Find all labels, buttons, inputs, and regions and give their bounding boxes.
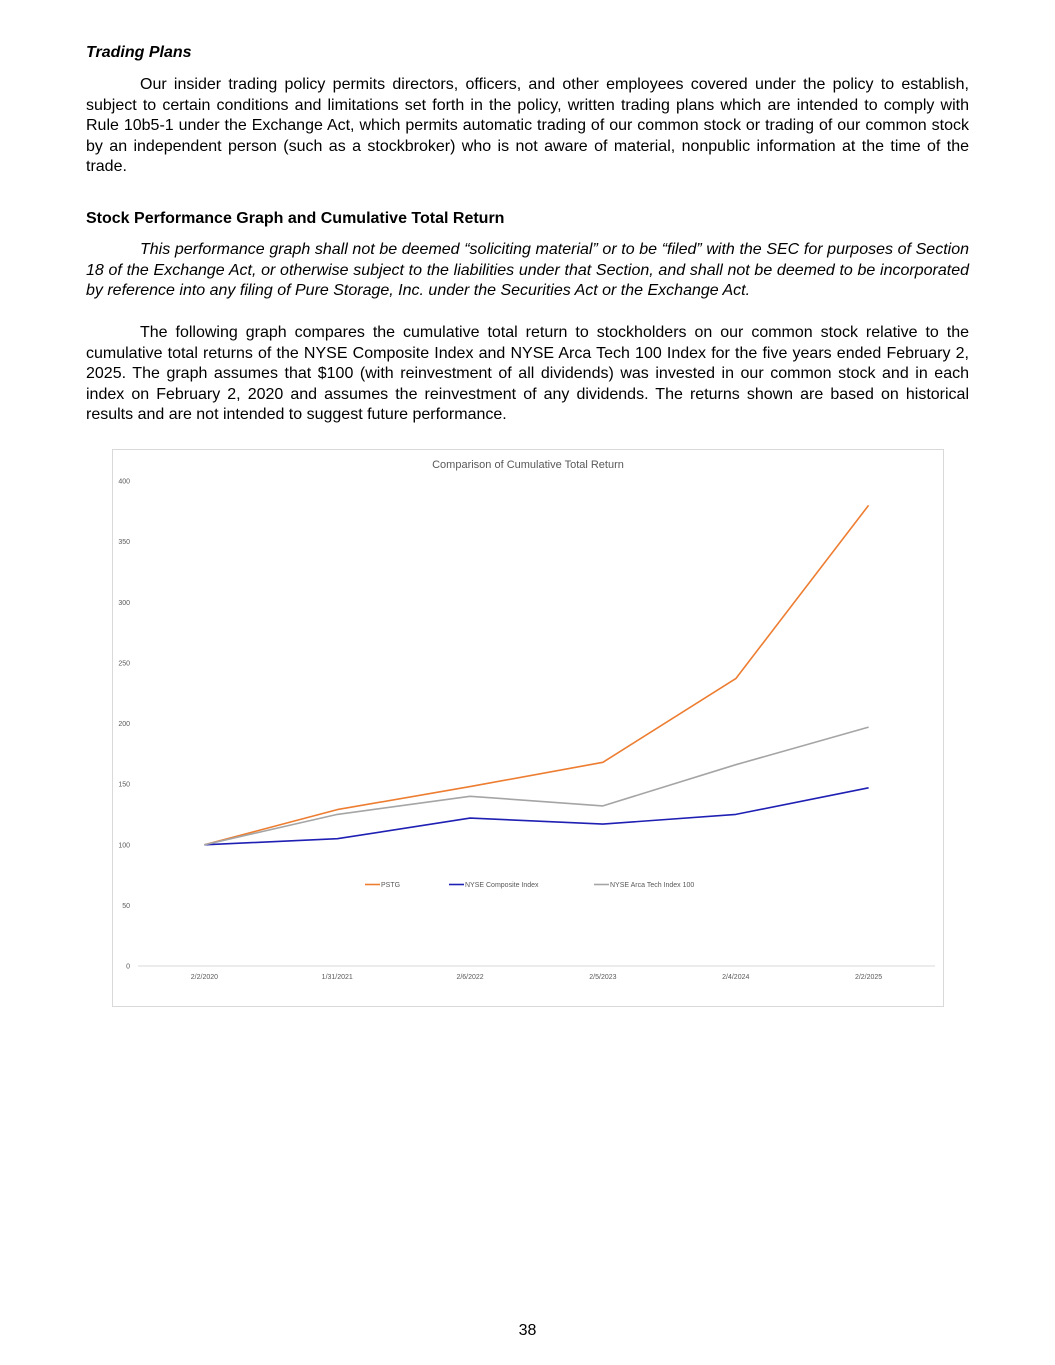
x-tick-label: 2/4/2024 — [722, 974, 750, 981]
y-tick-label: 50 — [122, 902, 130, 910]
legend-label-1: PSTG — [381, 882, 401, 889]
performance-disclaimer: This performance graph shall not be deemed “soliciting material” or to be “filed” with the SEC for purposes of Section 18 of the Exchange Act, or otherwise subject to the liabilities under that Section, and shall not be deemed to be incorporated by reference into any filing of Pure Storage, Inc. under the Securities Act or the Exchange Act. — [86, 241, 969, 299]
chart-canvas — [113, 450, 943, 1006]
y-tick-label: 150 — [118, 781, 130, 789]
y-tick-label: 0 — [126, 963, 130, 971]
chart-title: Comparison of Cumulative Total Return — [432, 459, 624, 471]
legend-label-2: NYSE Composite Index — [465, 882, 539, 889]
series-line-2 — [204, 788, 868, 845]
legend-label-3: NYSE Arca Tech Index 100 — [610, 882, 695, 889]
performance-chart — [112, 449, 944, 1007]
y-tick-label: 100 — [118, 842, 130, 850]
x-tick-label: 2/6/2022 — [456, 974, 484, 981]
series-line-1 — [204, 505, 868, 845]
performance-description: The following graph compares the cumulative total return to stockholders on our common stock relative to the cumulative total returns of the NYSE Composite Index and NYSE Arca Tech 100 Index for the five years ended February 2, 2025. The graph assumes that $100 (with reinvestment of all dividends) was invested in our common stock and in each index on February 2, 2020 and assumes the reinvestment of any dividends. The returns shown are based on historical results and are not intended to suggest future performance. — [86, 324, 969, 423]
series-line-3 — [204, 727, 868, 845]
performance-graph-heading: Stock Performance Graph and Cumulative Total Return — [86, 210, 505, 227]
page-number: 38 — [518, 1322, 537, 1339]
trading-plans-heading: Trading Plans — [86, 44, 192, 61]
y-tick-label: 350 — [118, 539, 130, 547]
x-tick-label: 1/31/2021 — [321, 974, 353, 981]
y-tick-label: 400 — [118, 478, 130, 486]
x-tick-label: 2/2/2020 — [190, 974, 219, 981]
y-tick-label: 200 — [118, 721, 130, 728]
trading-plans-paragraph: Our insider trading policy permits directors, officers, and other employees covered under the policy to establish, subject to certain conditions and limitations set forth in the policy, written trading plans which are intended to comply with Rule 10b5-1 under the Exchange Act, which permits automatic trading of our common stock or trading of our common stock by an independent person (such as a stockbroker) who is not aware of material, nonpublic information at the time of the trade. — [86, 76, 969, 175]
y-tick-label: 300 — [118, 599, 130, 607]
y-tick-label: 250 — [118, 660, 130, 668]
x-tick-label: 2/2/2025 — [854, 974, 883, 981]
x-tick-label: 2/5/2023 — [589, 974, 617, 981]
